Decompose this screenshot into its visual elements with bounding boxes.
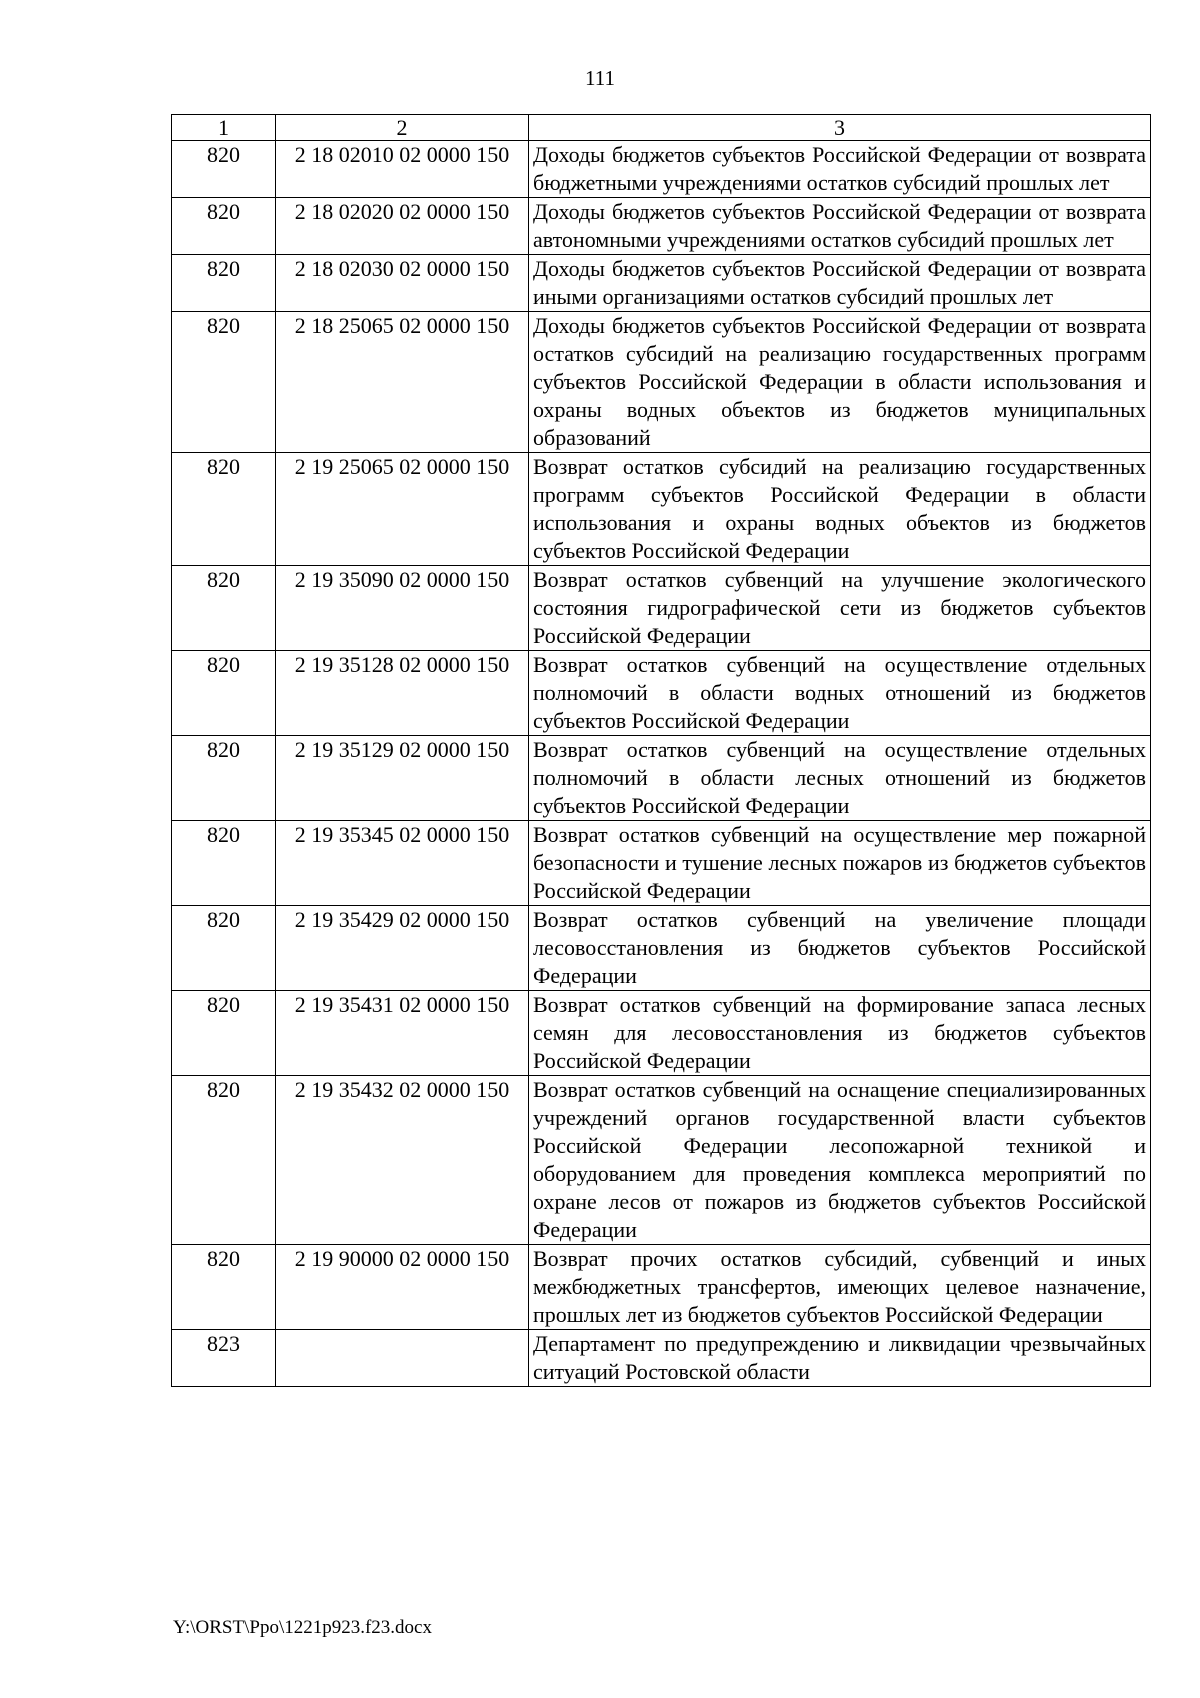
- admin-code-cell: 820: [172, 312, 276, 453]
- description-cell: Доходы бюджетов субъектов Российской Федерации от возврата остатков субсидий на реализацию государственных программ субъектов Российской Федерации в области использования и охраны водных объектов из бюджетов муниципальных образований: [529, 312, 1151, 453]
- budget-classification-table: [171, 114, 1151, 1387]
- table-row: [172, 736, 1151, 821]
- budget-code-cell: 2 19 25065 02 0000 150: [276, 453, 529, 566]
- table-row: [172, 651, 1151, 736]
- admin-code-cell: 820: [172, 821, 276, 906]
- description-cell: Возврат прочих остатков субсидий, субвенций и иных межбюджетных трансфертов, имеющих целевое назначение, прошлых лет из бюджетов субъектов Российской Федерации: [529, 1245, 1151, 1330]
- budget-code-cell: 2 19 35090 02 0000 150: [276, 566, 529, 651]
- description-cell: Доходы бюджетов субъектов Российской Федерации от возврата автономными учреждениями остатков субсидий прошлых лет: [529, 198, 1151, 255]
- table-header-row: [172, 115, 1151, 141]
- table-row: [172, 991, 1151, 1076]
- budget-code-cell: 2 18 02010 02 0000 150: [276, 141, 529, 198]
- admin-code-cell: 823: [172, 1330, 276, 1387]
- admin-code-cell: 820: [172, 255, 276, 312]
- budget-code-cell: 2 19 35429 02 0000 150: [276, 906, 529, 991]
- budget-code-cell: 2 18 25065 02 0000 150: [276, 312, 529, 453]
- budget-code-cell: 2 19 35431 02 0000 150: [276, 991, 529, 1076]
- admin-code-cell: 820: [172, 736, 276, 821]
- admin-code-cell: 820: [172, 566, 276, 651]
- admin-code-cell: 820: [172, 141, 276, 198]
- table-row: [172, 198, 1151, 255]
- budget-code-cell: 2 19 90000 02 0000 150: [276, 1245, 529, 1330]
- description-cell: Возврат остатков субвенций на улучшение экологического состояния гидрографической сети из бюджетов субъектов Российской Федерации: [529, 566, 1151, 651]
- budget-code-cell: 2 18 02030 02 0000 150: [276, 255, 529, 312]
- description-cell: Возврат остатков субвенций на осуществление отдельных полномочий в области водных отношений из бюджетов субъектов Российской Федерации: [529, 651, 1151, 736]
- table-row: [172, 1245, 1151, 1330]
- description-cell: Возврат остатков субвенций на осуществление отдельных полномочий в области лесных отношений из бюджетов субъектов Российской Федерации: [529, 736, 1151, 821]
- column-header-3: 3: [529, 115, 1151, 141]
- description-cell: Возврат остатков субвенций на осуществление мер пожарной безопасности и тушение лесных пожаров из бюджетов субъектов Российской Федерации: [529, 821, 1151, 906]
- description-cell: Департамент по предупреждению и ликвидации чрезвычайных ситуаций Ростовской области: [529, 1330, 1151, 1387]
- description-cell: Доходы бюджетов субъектов Российской Федерации от возврата бюджетными учреждениями остатков субсидий прошлых лет: [529, 141, 1151, 198]
- description-cell: Возврат остатков субвенций на оснащение специализированных учреждений органов государственной власти субъектов Российской Федерации лесопожарной техникой и оборудованием для проведения комплекса мероприятий по охране лесов от пожаров из бюджетов субъектов Российской Федерации: [529, 1076, 1151, 1245]
- description-cell: Возврат остатков субвенций на формирование запаса лесных семян для лесовосстановления из бюджетов субъектов Российской Федерации: [529, 991, 1151, 1076]
- description-cell: Возврат остатков субсидий на реализацию государственных программ субъектов Российской Федерации в области использования и охраны водных объектов из бюджетов субъектов Российской Федерации: [529, 453, 1151, 566]
- table-row: [172, 312, 1151, 453]
- budget-code-cell: 2 18 02020 02 0000 150: [276, 198, 529, 255]
- admin-code-cell: 820: [172, 651, 276, 736]
- budget-code-cell: 2 19 35128 02 0000 150: [276, 651, 529, 736]
- admin-code-cell: 820: [172, 906, 276, 991]
- description-cell: Возврат остатков субвенций на увеличение площади лесовосстановления из бюджетов субъектов Российской Федерации: [529, 906, 1151, 991]
- admin-code-cell: 820: [172, 198, 276, 255]
- admin-code-cell: 820: [172, 1076, 276, 1245]
- table-row: [172, 255, 1151, 312]
- column-header-1: 1: [172, 115, 276, 141]
- table-row: [172, 1330, 1151, 1387]
- table-row: [172, 906, 1151, 991]
- budget-code-cell: 2 19 35129 02 0000 150: [276, 736, 529, 821]
- admin-code-cell: 820: [172, 453, 276, 566]
- description-cell: Доходы бюджетов субъектов Российской Федерации от возврата иными организациями остатков субсидий прошлых лет: [529, 255, 1151, 312]
- column-header-2: 2: [276, 115, 529, 141]
- table-row: [172, 141, 1151, 198]
- table-row: [172, 821, 1151, 906]
- page-number: 111: [585, 66, 615, 90]
- budget-code-cell: 2 19 35432 02 0000 150: [276, 1076, 529, 1245]
- budget-code-cell: [276, 1330, 529, 1387]
- admin-code-cell: 820: [172, 991, 276, 1076]
- footer-file-path: Y:\ORST\Ppo\1221p923.f23.docx: [173, 1617, 432, 1638]
- table-row: [172, 453, 1151, 566]
- table-row: [172, 566, 1151, 651]
- table-row: [172, 1076, 1151, 1245]
- budget-code-cell: 2 19 35345 02 0000 150: [276, 821, 529, 906]
- admin-code-cell: 820: [172, 1245, 276, 1330]
